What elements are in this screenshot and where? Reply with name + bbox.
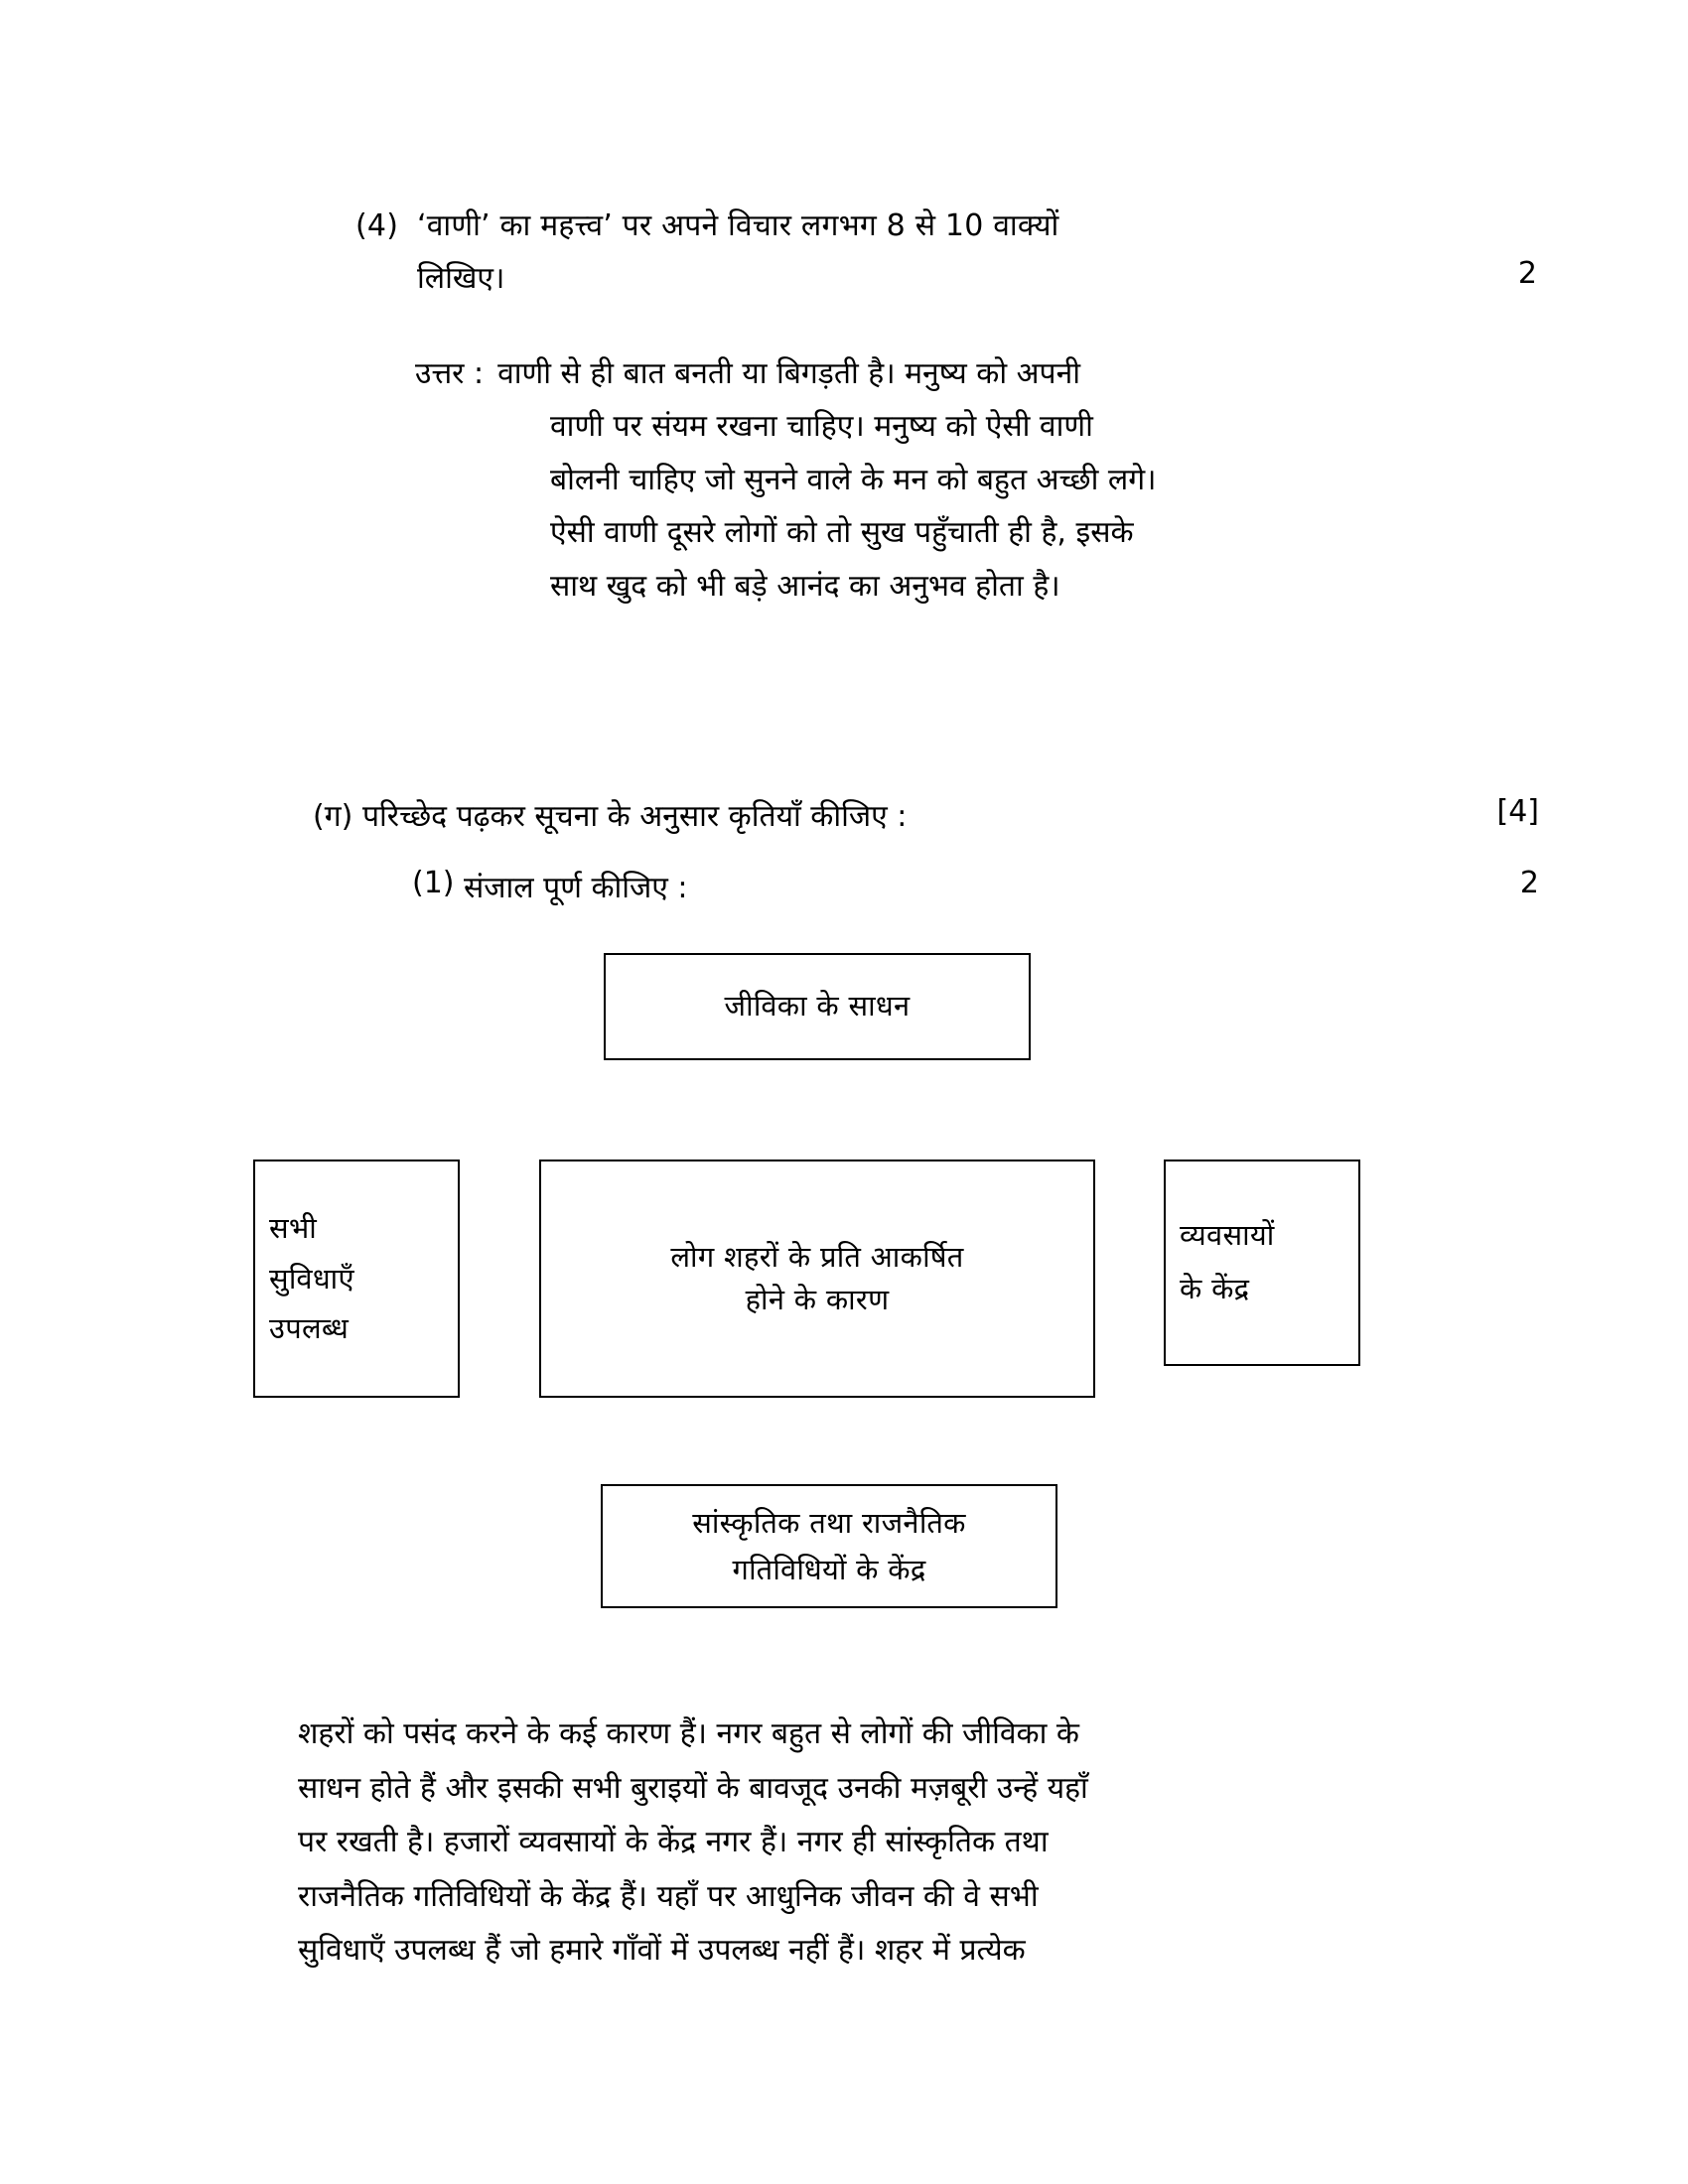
sub-question-1-marks: 2 [1519,866,1539,900]
diagram-box-top-label: जीविका के साधन [724,989,911,1024]
diagram-box-top [604,953,1031,1060]
question-4-marks: 2 [1517,255,1537,291]
question-4-text-cont: लिखिए। [417,260,505,296]
sub-question-1 [412,866,1539,906]
passage-line-2: साधन होते हैं और इसकी सभी बुराइयों के बावजूद उनकी मज़बूरी उन्हें यहाँ [298,1770,1088,1806]
question-4-line-2 [417,256,1537,297]
section-ga-row [313,794,1539,835]
passage-line-5: सुविधाएँ उपलब्ध हैं जो हमारे गाँवों में उपलब्ध नहीं हैं। शहर में प्रत्येक [298,1933,1026,1969]
diagram-box-bottom-line-2: गतिविधियों के केंद्र [732,1552,926,1586]
diagram-box-right-line-2: के केंद्र [1180,1272,1250,1305]
sub-question-1-label: (1) [412,866,455,900]
answer-line-1: वाणी से ही बात बनती या बिगड़ती है। मनुष्य को अपनी [497,356,1081,391]
passage-line-3: पर रखती है। हजारों व्यवसायों के केंद्र नगर हैं। नगर ही सांस्कृतिक तथा [298,1825,1049,1860]
diagram-box-left-line-1: सभी [269,1210,318,1245]
answer-first-line [415,347,1527,400]
passage-line-1: शहरों को पसंद करने के कई कारण हैं। नगर बहुत से लोगों की जीविका के [298,1716,1079,1751]
diagram-box-left [253,1160,460,1398]
sub-question-1-text: संजाल पूर्ण कीजिए : [464,871,688,905]
passage-line-4: राजनैतिक गतिविधियों के केंद्र हैं। यहाँ पर आधुनिक जीवन की वे सभी [298,1878,1039,1914]
answer-line-4: ऐसी वाणी दूसरे लोगों को तो सुख पहुँचाती ही है, इसके [550,515,1134,551]
sub-question-1-row [412,866,1539,906]
diagram-box-center [539,1160,1095,1398]
diagram-box-right-line-1: व्यवसायों [1180,1218,1275,1253]
question-4-number: (4) [355,208,399,243]
section-ga [313,794,1539,835]
question-4-text: ‘वाणी’ का महत्त्व’ पर अपने विचार लगभग 8 से 10 वाक्यों [417,208,1059,243]
section-ga-marks: [4] [1496,794,1539,829]
diagram-box-left-line-2: सुविधाएँ [269,1261,354,1296]
question-4-line-1 [355,204,1537,250]
diagram-box-left-line-3: उपलब्ध [269,1311,350,1346]
diagram-box-bottom-line-1: सांस्कृतिक तथा राजनैतिक [692,1506,966,1541]
diagram-box-center-line-2: होने के कारण [745,1283,890,1316]
section-ga-label: (ग) [313,799,353,834]
section-ga-text: परिच्छेद पढ़कर सूचना के अनुसार कृतियाँ कीजिए : [362,799,908,834]
answer-line-3: बोलनी चाहिए जो सुनने वाले के मन को बहुत अच्छी लगे। [550,462,1157,497]
reading-passage [298,1707,1549,1979]
diagram-box-center-line-1: लोग शहरों के प्रति आकर्षित [670,1239,964,1274]
question-4-block [355,204,1537,297]
diagram-box-right [1164,1160,1360,1366]
answer-line-5: साथ खुद को भी बड़े आनंद का अनुभव होता है। [550,568,1060,604]
answer-line-2: वाणी पर संयम रखना चाहिए। मनुष्य को ऐसी वाणी [550,409,1093,445]
answer-block [415,347,1527,613]
diagram-box-bottom [601,1484,1057,1608]
answer-label: उत्तर : [415,356,485,391]
